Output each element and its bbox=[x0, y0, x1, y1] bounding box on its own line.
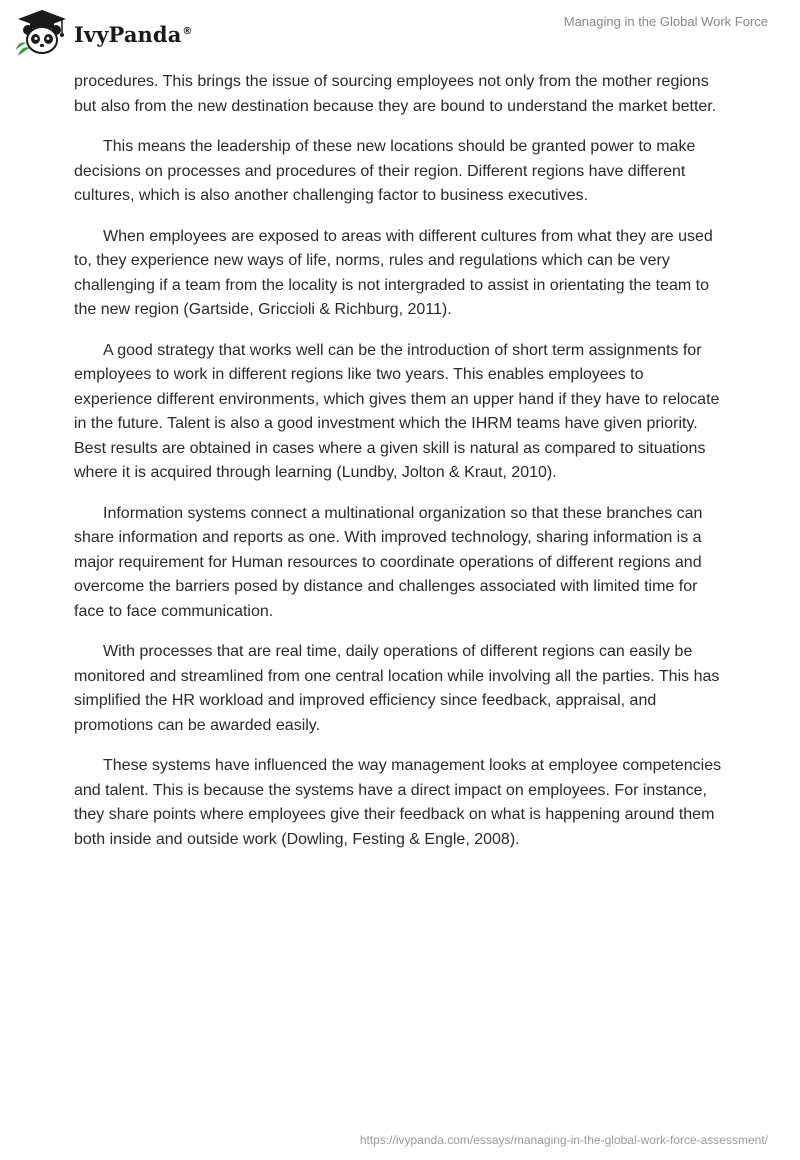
paragraph-6: With processes that are real time, daily operations of different regions can easily be monitored and streamlined from one central location while involving all the parties. This has simplified the HR workload and improved efficiency since feedback, appraisal, and promotions can be awarded easily. bbox=[74, 643, 720, 734]
paragraph-5: Information systems connect a multinational organization so that these branches can share information and reports as one. With improved technology, sharing information is a major requirement for Human resources to coordinate operations of different regions and overcome the barriers posed by distance and challenges associated with limited time for face to face communication. bbox=[74, 504, 703, 620]
logo-wordmark: IvyPanda® bbox=[74, 21, 193, 47]
paragraph-4: A good strategy that works well can be the introduction of short term assignments for employees to work in different regions like two years. This enables employees to experience different environments, which gives them an upper hand if they have to relocate in the future. Talent is also a good investment which the IHRM teams have given priority. Best results are obtained in cases where a given skill is natural as compared to situations where it is acquired through learning (Lundby, Jolton & Kraut, 2010). bbox=[74, 341, 720, 481]
registered-mark: ® bbox=[182, 25, 193, 37]
page-header bbox=[0, 0, 800, 70]
essay-body bbox=[74, 70, 726, 868]
paragraph-2: This means the leadership of these new locations should be granted power to make decisions on processes and procedures of their region. Different regions have different cultures, which is also another challenging factor to business executives. bbox=[74, 138, 696, 204]
panda-graduate-icon bbox=[14, 8, 70, 58]
paragraph-1: procedures. This brings the issue of sourcing employees not only from the mother regions but also from the new destination because they are bound to understand the market better. bbox=[74, 73, 717, 115]
document-title: Managing in the Global Work Force bbox=[563, 14, 768, 29]
paragraph-3: When employees are exposed to areas with different cultures from what they are used to, they experience new ways of life, norms, rules and regulations which can be very challenging if a team from the locality is not intergraded to assist in orientating the team to the new region (Gartside, Griccioli & Richburg, 2011). bbox=[74, 227, 713, 318]
ivypanda-logo[interactable] bbox=[14, 8, 193, 58]
footer-source-url[interactable]: https://ivypanda.com/essays/managing-in-the-global-work-force-assessment/ bbox=[359, 1133, 768, 1147]
paragraph-7: These systems have influenced the way management looks at employee competencies and talent. This is because the systems have a direct impact on employees. For instance, they share points where employees give their feedback on what is happening around them both inside and outside work (Dowling, Festing & Engle, 2008). bbox=[74, 757, 722, 848]
